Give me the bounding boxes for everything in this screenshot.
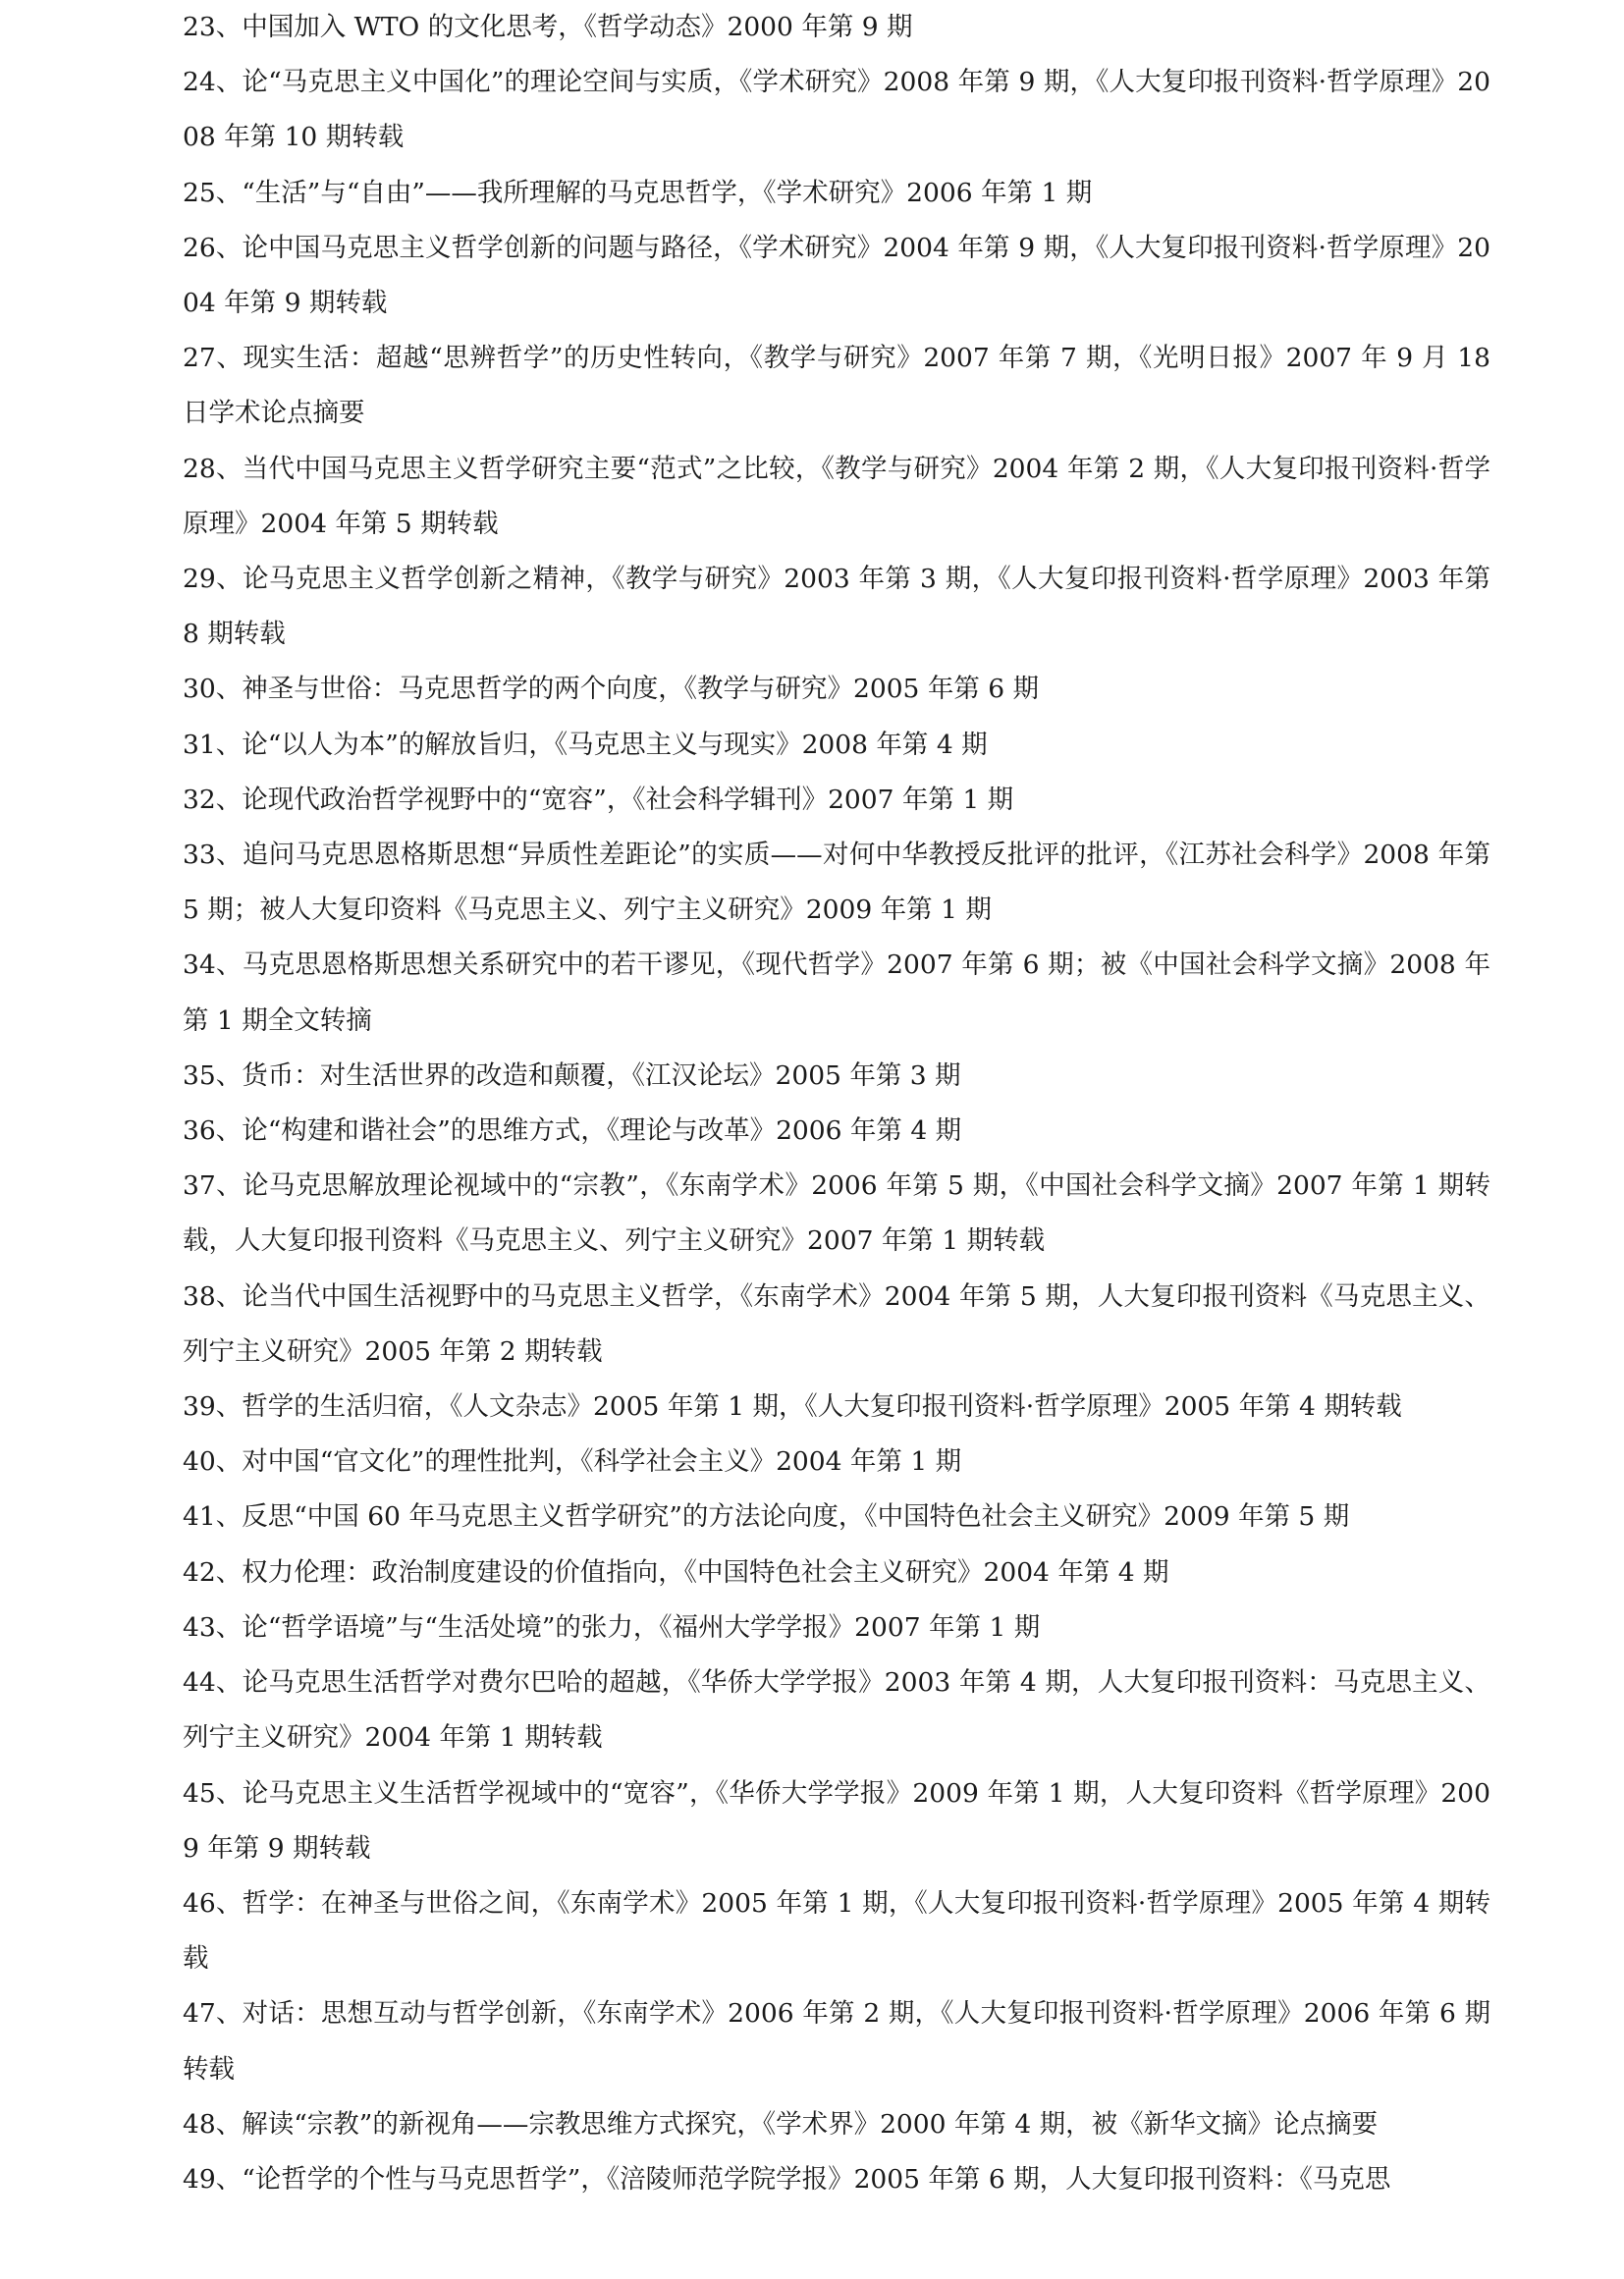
list-item: 49、“论哲学的个性与马克思哲学”，《涪陵师范学院学报》2005 年第 6 期，人大复印报刊资料：《马克思 (183, 2163, 1391, 2195)
list-item: 37、论马克思解放理论视域中的“宗教”，《东南学术》2006 年第 5 期，《中国社会科学文摘》2007 年第 1 期转载，人大复印报刊资料《马克思主义、列宁主义研究》2007 年第 1 期转载 (183, 1170, 1490, 1257)
list-item: 45、论马克思主义生活哲学视域中的“宽容”，《华侨大学学报》2009 年第 1 期，人大复印资料《哲学原理》2009 年第 9 期转载 (183, 1777, 1490, 1864)
list-item: 33、追问马克思恩格斯思想“异质性差距论”的实质——对何中华教授反批评的批评，《江苏社会科学》2008 年第 5 期；被人大复印资料《马克思主义、列宁主义研究》2009 年第 1 期 (183, 840, 1490, 926)
list-item: 24、论“马克思主义中国化”的理论空间与实质，《学术研究》2008 年第 9 期，《人大复印报刊资料·哲学原理》2008 年第 10 期转载 (183, 67, 1490, 153)
list-item: 39、哲学的生活归宿，《人文杂志》2005 年第 1 期，《人大复印报刊资料·哲学原理》2005 年第 4 期转载 (183, 1391, 1402, 1423)
list-item: 31、论“以人为本”的解放旨归，《马克思主义与现实》2008 年第 4 期 (183, 729, 988, 760)
list-item: 26、论中国马克思主义哲学创新的问题与路径，《学术研究》2004 年第 9 期，《人大复印报刊资料·哲学原理》2004 年第 9 期转载 (183, 232, 1490, 319)
list-item: 43、论“哲学语境”与“生活处境”的张力，《福州大学学报》2007 年第 1 期 (183, 1611, 1041, 1643)
list-item: 34、马克思恩格斯思想关系研究中的若干谬见，《现代哲学》2007 年第 6 期；被《中国社会科学文摘》2008 年第 1 期全文转摘 (183, 950, 1490, 1036)
publication-list (183, 0, 1490, 2207)
list-item: 28、当代中国马克思主义哲学研究主要“范式”之比较，《教学与研究》2004 年第 2 期，《人大复印报刊资料·哲学原理》2004 年第 5 期转载 (183, 453, 1490, 539)
list-item: 44、论马克思生活哲学对费尔巴哈的超越，《华侨大学学报》2003 年第 4 期，人大复印报刊资料：马克思主义、列宁主义研究》2004 年第 1 期转载 (183, 1667, 1490, 1754)
list-item: 46、哲学：在神圣与世俗之间，《东南学术》2005 年第 1 期，《人大复印报刊资料·哲学原理》2005 年第 4 期转载 (183, 1887, 1490, 1975)
list-item: 47、对话：思想互动与哲学创新，《东南学术》2006 年第 2 期，《人大复印报刊资料·哲学原理》2006 年第 6 期转载 (183, 1998, 1490, 2085)
list-item: 38、论当代中国生活视野中的马克思主义哲学，《东南学术》2004 年第 5 期，人大复印报刊资料《马克思主义、列宁主义研究》2005 年第 2 期转载 (183, 1280, 1490, 1367)
list-item: 40、对中国“官文化”的理性批判，《科学社会主义》2004 年第 1 期 (183, 1446, 962, 1478)
list-item: 36、论“构建和谐社会”的思维方式，《理论与改革》2006 年第 4 期 (183, 1115, 962, 1147)
list-item: 35、货币：对生活世界的改造和颠覆，《江汉论坛》2005 年第 3 期 (183, 1059, 961, 1091)
list-item: 23、中国加入 WTO 的文化思考，《哲学动态》2000 年第 9 期 (183, 12, 913, 42)
list-item: 29、论马克思主义哲学创新之精神，《教学与研究》2003 年第 3 期，《人大复印报刊资料·哲学原理》2003 年第 8 期转载 (183, 564, 1490, 650)
list-item: 30、神圣与世俗：马克思哲学的两个向度，《教学与研究》2005 年第 6 期 (183, 674, 1040, 705)
list-item: 42、权力伦理：政治制度建设的价值指向，《中国特色社会主义研究》2004 年第 4 期 (183, 1556, 1169, 1588)
list-item: 41、反思“中国 60 年马克思主义哲学研究”的方法论向度，《中国特色社会主义研究》2009 年第 5 期 (183, 1501, 1350, 1533)
list-item: 25、“生活”与“自由”——我所理解的马克思哲学，《学术研究》2006 年第 1 期 (183, 177, 1093, 208)
list-item: 32、论现代政治哲学视野中的“宽容”，《社会科学辑刊》2007 年第 1 期 (183, 784, 1014, 815)
list-item: 48、解读“宗教”的新视角——宗教思维方式探究，《学术界》2000 年第 4 期，被《新华文摘》论点摘要 (183, 2108, 1379, 2140)
list-item: 27、现实生活：超越“思辨哲学”的历史性转向，《教学与研究》2007 年第 7 期，《光明日报》2007 年 9 月 18 日学术论点摘要 (183, 343, 1490, 429)
